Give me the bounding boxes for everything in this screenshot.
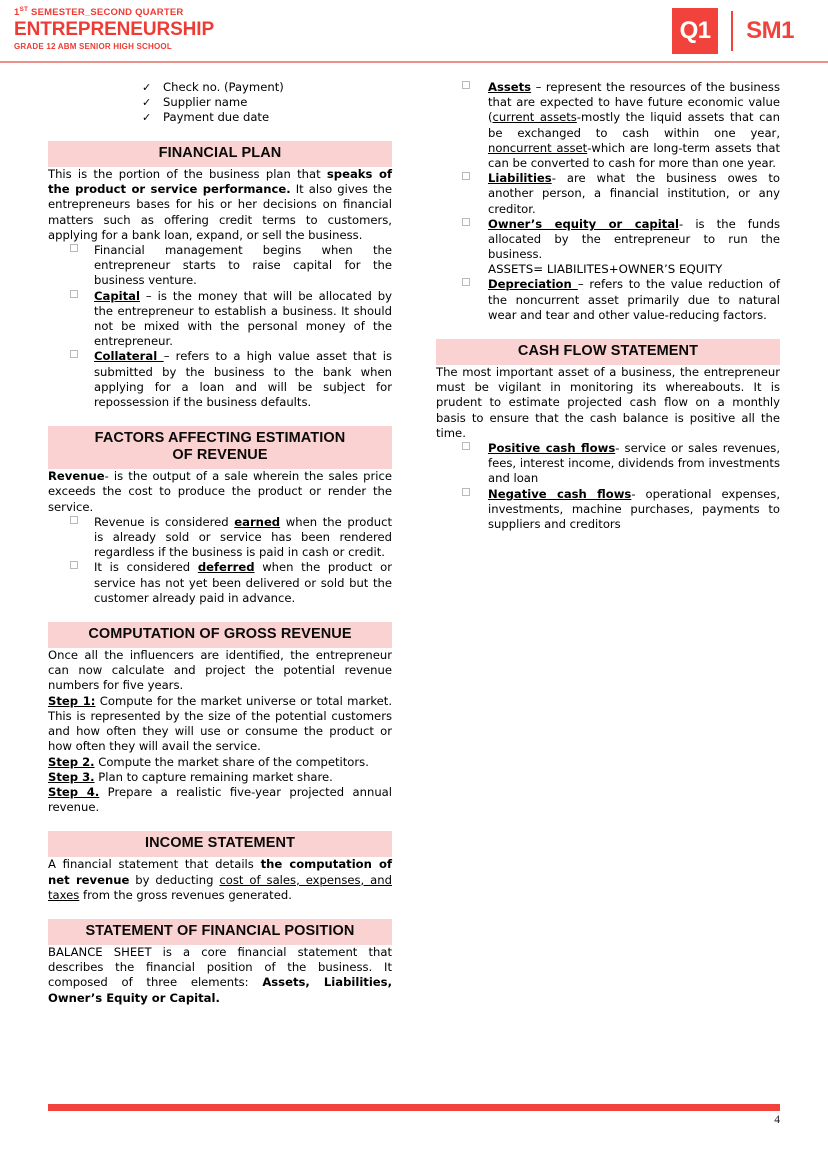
module-label: SM1 bbox=[746, 17, 794, 44]
semester-superscript: ST bbox=[19, 5, 29, 13]
step-label: Step 4. bbox=[48, 784, 100, 799]
list-item bbox=[48, 95, 392, 110]
bullet-text-3: -which are long-term assets that can be converted to cash for more than one year. bbox=[488, 140, 780, 171]
bullet-text: – refers to the value reduction of the noncurrent asset primarily due to natural wear and tear and other value-reducing factors. bbox=[488, 277, 780, 322]
revenue-text: - is the output of a sale wherein the sales price exceeds the cost to produce the product or render the service. bbox=[48, 469, 392, 514]
list-item bbox=[48, 289, 392, 350]
square-bullet-icon bbox=[462, 172, 470, 180]
cash-flow-intro: The most important asset of a business, the entrepreneur must be vigilant in monitoring its whereabouts. It is prudent to estimate projected cash flow on a monthly basis to ensure that the cash balance is positive all the time. bbox=[436, 365, 780, 440]
list-item bbox=[48, 243, 392, 289]
right-column bbox=[436, 80, 780, 532]
header-badges bbox=[672, 8, 794, 54]
square-bullet-icon bbox=[70, 350, 78, 358]
step-text: Prepare a realistic five-year projected annual revenue. bbox=[48, 784, 393, 815]
bullet-term: Capital bbox=[94, 288, 140, 303]
bullet-term: Liabilities bbox=[488, 171, 552, 186]
section-header-financial-plan: FINANCIAL PLAN bbox=[48, 141, 392, 167]
accounting-equation: ASSETS= LIABILITES+OWNER’S EQUITY bbox=[488, 262, 723, 277]
financial-plan-intro bbox=[48, 167, 392, 243]
step-text: Compute the market share of the competitors. bbox=[94, 754, 369, 769]
badge-divider bbox=[731, 11, 733, 51]
bullet-underlined-1: current assets bbox=[492, 110, 577, 125]
check-icon: ✓ bbox=[142, 96, 152, 109]
bullet-text: - is the funds allocated by the entrepreneur to run the business. bbox=[488, 216, 780, 262]
intro-part-1: This is the portion of the business plan that bbox=[48, 167, 327, 181]
square-bullet-icon bbox=[70, 516, 78, 524]
income-part-3: from the gross revenues generated. bbox=[79, 887, 292, 902]
factors-heading-line2: OF REVENUE bbox=[172, 447, 268, 464]
square-bullet-icon bbox=[462, 81, 470, 89]
income-underlined: cost of sales, expenses, and taxes bbox=[48, 872, 392, 902]
bullet-term: Depreciation bbox=[488, 277, 578, 292]
step-text: Plan to capture remaining market share. bbox=[94, 769, 333, 784]
financial-plan-bullets bbox=[48, 243, 392, 410]
bullet-text: – is the money that will be allocated by the entrepreneur to establish a business. It should not be mixed with the personal money of the entrepreneur. bbox=[94, 288, 392, 349]
list-item bbox=[48, 349, 392, 410]
square-bullet-icon bbox=[462, 218, 470, 226]
square-bullet-icon bbox=[462, 278, 470, 286]
payment-checklist bbox=[48, 80, 392, 125]
bullet-term: Assets bbox=[488, 80, 532, 94]
step-label: Step 2. bbox=[48, 754, 95, 769]
gross-revenue-intro: Once all the influencers are identified, the entrepreneur can now calculate and project the potential revenue numbers for five years. bbox=[48, 648, 392, 693]
square-bullet-icon bbox=[70, 290, 78, 298]
list-item bbox=[436, 487, 780, 533]
revenue-term: Revenue bbox=[48, 469, 105, 484]
section-header-income-statement: INCOME STATEMENT bbox=[48, 831, 392, 857]
bullet-term: Positive cash flows bbox=[488, 441, 616, 456]
revenue-recognition-bullets bbox=[48, 515, 392, 606]
step-label: Step 1: bbox=[48, 693, 96, 708]
bullet-text-post: when the product is already sold or service has been rendered regardless if the business is paid in cash or credit. bbox=[94, 514, 392, 560]
gross-revenue-step-3 bbox=[48, 770, 392, 785]
quarter-badge: Q1 bbox=[672, 8, 718, 54]
balance-sheet-text: BALANCE SHEET is a core financial statement that describes the financial position of the business. It composed of three elements: bbox=[48, 944, 392, 990]
subject-title: ENTREPRENEURSHIP bbox=[14, 19, 215, 40]
bullet-text: - are what the business owes to another person, a financial institution, or any creditor. bbox=[488, 171, 780, 216]
square-bullet-icon bbox=[462, 488, 470, 496]
gross-revenue-step-2 bbox=[48, 755, 392, 770]
bullet-text-post: when the product or service has not yet been delivered or sold but the customer already paid in advance. bbox=[94, 560, 393, 605]
cash-flow-bullets bbox=[436, 441, 780, 532]
checklist-text: Check no. (Payment) bbox=[163, 80, 284, 94]
square-bullet-icon bbox=[70, 244, 78, 252]
financial-position-text bbox=[48, 945, 392, 1006]
intro-emphasis: speaks of the product or service performance. bbox=[48, 167, 392, 197]
page-header bbox=[0, 0, 828, 63]
depreciation-bullet bbox=[436, 277, 780, 323]
list-item bbox=[436, 217, 780, 263]
list-item bbox=[436, 277, 780, 323]
header-titles bbox=[14, 7, 214, 52]
bullet-underlined-2: noncurrent asset bbox=[488, 140, 588, 155]
bullet-text-2: -mostly the liquid assets that can be exchanged to cash within one year, bbox=[488, 110, 780, 140]
bullet-emphasis: earned bbox=[234, 514, 281, 529]
balance-sheet-elements-list bbox=[436, 80, 780, 262]
intro-part-2: It also gives the entrepreneurs bases for his or her decisions on financial matters such as offering credit terms to customers, applying for a bank loan, expand, or sell the business. bbox=[48, 182, 392, 242]
bullet-text-pre: Revenue is considered bbox=[94, 514, 235, 529]
gross-revenue-step-1 bbox=[48, 694, 392, 755]
list-item bbox=[436, 80, 780, 171]
header-rule bbox=[0, 61, 828, 63]
bullet-text: Financial management begins when the entrepreneur starts to raise capital for the business venture. bbox=[94, 243, 392, 288]
list-item bbox=[436, 441, 780, 487]
footer-rule bbox=[48, 1104, 780, 1111]
bullet-text: – represent the resources of the business that are expected to have future economic value ( bbox=[488, 80, 780, 125]
factors-heading-line1: FACTORS AFFECTING ESTIMATION bbox=[94, 430, 346, 447]
semester-rest: SEMESTER_SECOND QUARTER bbox=[28, 7, 184, 18]
bullet-term: Negative cash flows bbox=[488, 486, 632, 501]
grade-level-label: GRADE 12 ABM SENIOR HIGH SCHOOL bbox=[14, 42, 172, 51]
list-item bbox=[436, 171, 780, 217]
list-item bbox=[48, 110, 392, 125]
bullet-text: - service or sales revenues, fees, interest income, dividends from investments and loan bbox=[488, 441, 780, 486]
left-column bbox=[48, 80, 392, 1006]
income-statement-text bbox=[48, 857, 392, 903]
gross-revenue-step-4 bbox=[48, 785, 392, 815]
section-header-cash-flow: CASH FLOW STATEMENT bbox=[436, 339, 780, 365]
bullet-text-pre: It is considered bbox=[94, 560, 198, 575]
check-icon: ✓ bbox=[142, 81, 152, 94]
checklist-text: Supplier name bbox=[163, 95, 248, 109]
step-label: Step 3. bbox=[48, 769, 95, 784]
step-text: Compute for the market universe or total market. This is represented by the size of the potential customers and how often they will use or consume the product or how often they will avail the service. bbox=[48, 693, 393, 754]
bullet-emphasis: deferred bbox=[197, 560, 255, 575]
income-part-1: A financial statement that details bbox=[48, 857, 261, 872]
square-bullet-icon bbox=[462, 442, 470, 450]
bullet-text: – refers to a high value asset that is submitted by the business to the bank when applying for a loan and will be subject for repossession if the business defaults. bbox=[94, 349, 392, 410]
bullet-term: Collateral bbox=[94, 349, 164, 364]
list-item bbox=[48, 80, 392, 95]
section-header-gross-revenue: COMPUTATION OF GROSS REVENUE bbox=[48, 622, 392, 648]
square-bullet-icon bbox=[70, 561, 78, 569]
section-header-factors bbox=[48, 426, 392, 469]
check-icon: ✓ bbox=[142, 111, 152, 124]
checklist-text: Payment due date bbox=[163, 110, 270, 124]
revenue-definition bbox=[48, 469, 392, 515]
bullet-term: Owner’s equity or capital bbox=[488, 216, 680, 231]
semester-prefix: 1 bbox=[14, 7, 20, 18]
balance-sheet-elements: Assets, Liabilities, Owner’s Equity or Capital. bbox=[48, 975, 392, 1005]
page-number: 4 bbox=[774, 1114, 780, 1126]
list-item bbox=[48, 515, 392, 561]
list-item bbox=[48, 560, 392, 606]
section-header-financial-position: STATEMENT OF FINANCIAL POSITION bbox=[48, 919, 392, 945]
income-emphasis: the computation of net revenue bbox=[48, 857, 392, 887]
semester-label bbox=[14, 7, 214, 18]
bullet-text: - operational expenses, investments, machine purchases, payments to suppliers and creditors bbox=[488, 486, 781, 532]
income-part-2: by deducting bbox=[129, 872, 220, 887]
